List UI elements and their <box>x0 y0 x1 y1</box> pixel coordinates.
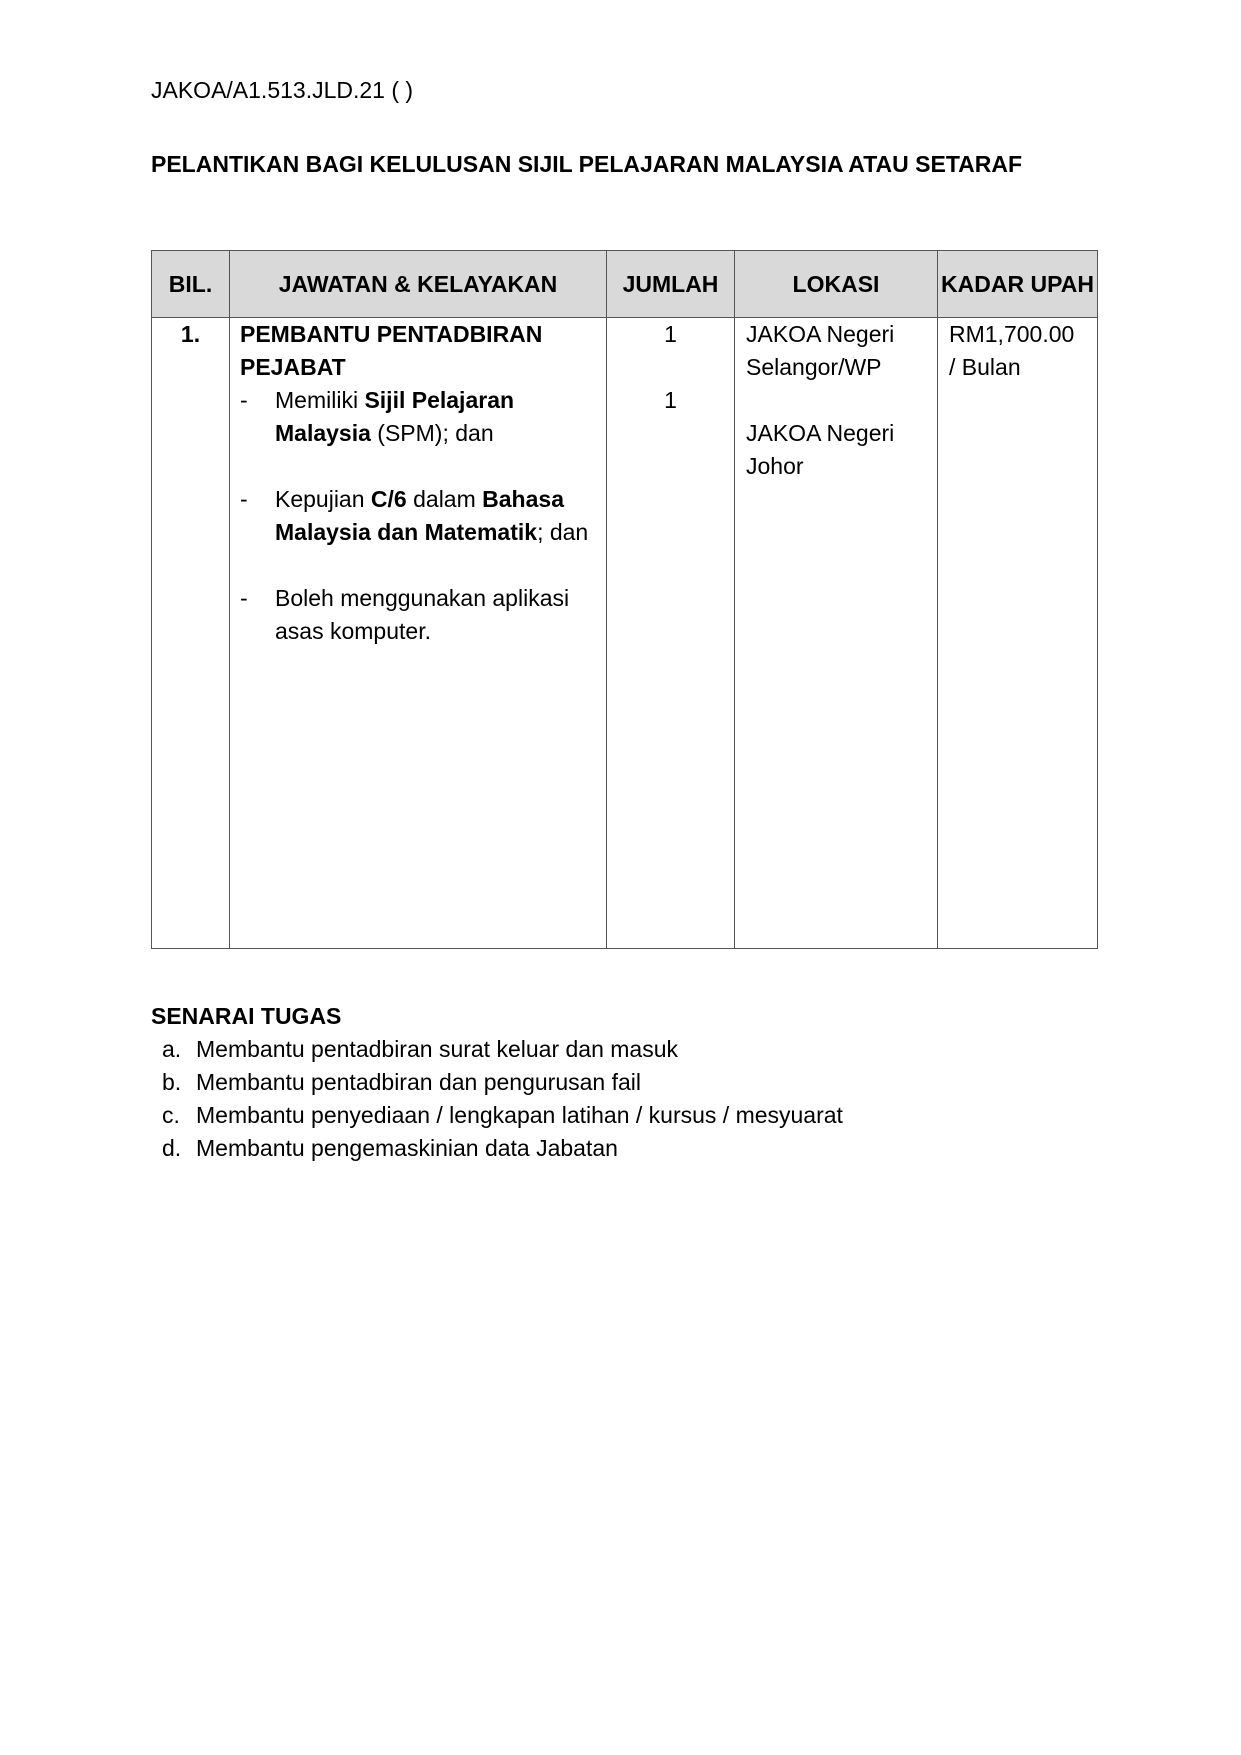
cell-lokasi <box>735 318 938 949</box>
table-row <box>152 318 1098 949</box>
qualification-item: - Memiliki Sijil Pelajaran Malaysia (SPM); dan <box>240 387 515 446</box>
reference-number: JAKOA/A1.513.JLD.21 ( ) <box>151 77 414 103</box>
qualification-item: - Kepujian C/6 dalam Bahasa Malaysia dan Matematik; dan <box>240 486 589 545</box>
document-title: PELANTIKAN BAGI KELULUSAN SIJIL PELAJARAN MALAYSIA ATAU SETARAF <box>151 151 1023 177</box>
qualification-item: - Boleh menggunakan aplikasi asas komputer. <box>240 585 570 644</box>
list-item: b. Membantu pentadbiran dan pengurusan fail <box>162 1069 641 1095</box>
list-item: a. Membantu pentadbiran surat keluar dan masuk <box>162 1036 679 1062</box>
appointment-table <box>151 250 1098 949</box>
header-lokasi: LOKASI <box>735 251 938 318</box>
header-jawatan: JAWATAN & KELAYAKAN <box>230 251 607 318</box>
lokasi-selangor: JAKOA Negeri Selangor/WP <box>746 321 895 380</box>
cell-kadar-upah: RM1,700.00 / Bulan <box>938 318 1098 949</box>
list-item: c. Membantu penyediaan / lengkapan latihan / kursus / mesyuarat <box>162 1102 843 1128</box>
jumlah-selangor: 1 <box>664 321 677 347</box>
table-header-row <box>152 251 1098 318</box>
cell-jawatan <box>230 318 607 949</box>
cell-jumlah <box>607 318 735 949</box>
cell-bil: 1. <box>152 318 230 949</box>
jumlah-johor: 1 <box>664 387 677 413</box>
duties-list <box>151 1000 843 1165</box>
header-jumlah: JUMLAH <box>607 251 735 318</box>
header-bil: BIL. <box>152 251 230 318</box>
list-item: d. Membantu pengemaskinian data Jabatan <box>162 1135 618 1161</box>
duties-heading: SENARAI TUGAS <box>151 1003 342 1029</box>
header-kadar: KADAR UPAH <box>938 251 1098 318</box>
lokasi-johor: JAKOA Negeri Johor <box>746 420 895 479</box>
position-title: PEMBANTU PENTADBIRAN PEJABAT <box>240 321 543 380</box>
